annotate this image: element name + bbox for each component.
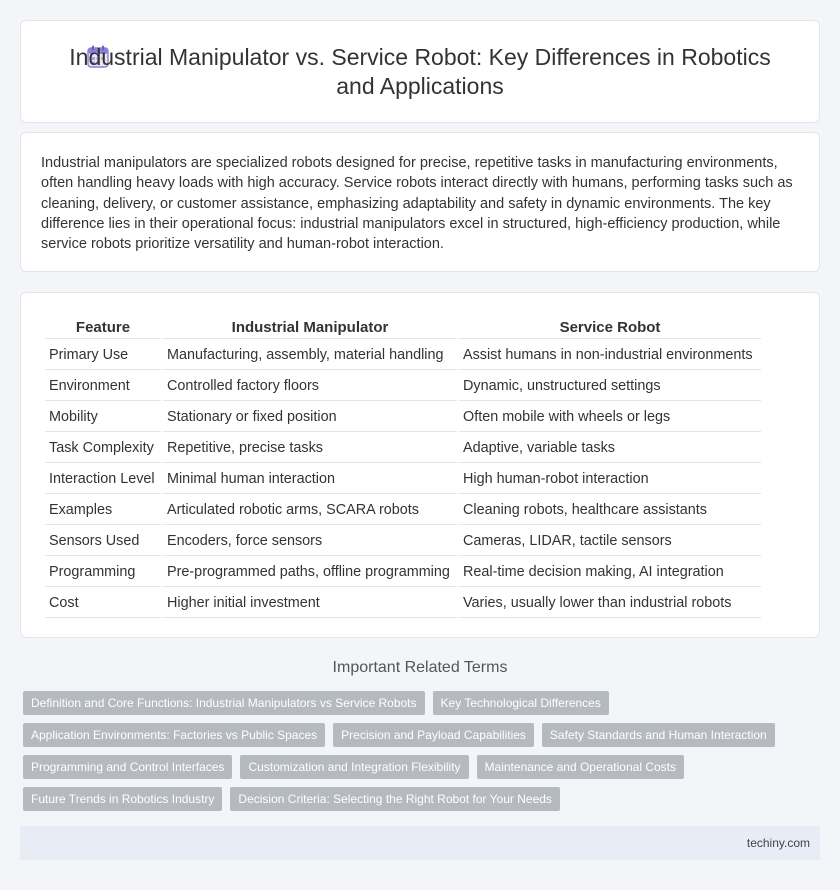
table-cell: Minimal human interaction (163, 465, 457, 494)
related-terms-list (23, 691, 803, 811)
table-cell: Sensors Used (45, 527, 161, 556)
table-cell: Pre-programmed paths, offline programming (163, 558, 457, 587)
table-cell: Assist humans in non-industrial environments (459, 341, 761, 370)
table-cell: Examples (45, 496, 161, 525)
related-term-tag[interactable]: Safety Standards and Human Interaction (542, 723, 775, 747)
related-term-tag[interactable]: Key Technological Differences (433, 691, 609, 715)
related-term-tag[interactable]: Precision and Payload Capabilities (333, 723, 534, 747)
column-header-service-robot: Service Robot (459, 317, 761, 339)
table-row (45, 341, 761, 370)
table-cell: Stationary or fixed position (163, 403, 457, 432)
table-row (45, 403, 761, 432)
table-cell: Controlled factory floors (163, 372, 457, 401)
table-cell: Dynamic, unstructured settings (459, 372, 761, 401)
table-cell: Varies, usually lower than industrial robots (459, 589, 761, 618)
table-cell: Manufacturing, assembly, material handling (163, 341, 457, 370)
page-title: Industrial Manipulator vs. Service Robot: Key Differences in Robotics and Applications (69, 44, 771, 99)
table-row (45, 434, 761, 463)
related-term-tag[interactable]: Customization and Integration Flexibility (240, 755, 468, 779)
table-cell: Real-time decision making, AI integration (459, 558, 761, 587)
column-header-industrial-manipulator: Industrial Manipulator (163, 317, 457, 339)
related-term-tag[interactable]: Programming and Control Interfaces (23, 755, 232, 779)
intro-card (20, 132, 820, 272)
related-term-tag[interactable]: Definition and Core Functions: Industrial Manipulators vs Service Robots (23, 691, 425, 715)
table-cell: Articulated robotic arms, SCARA robots (163, 496, 457, 525)
table-cell: Repetitive, precise tasks (163, 434, 457, 463)
table-cell: Mobility (45, 403, 161, 432)
table-cell: Task Complexity (45, 434, 161, 463)
related-term-tag[interactable]: Application Environments: Factories vs Public Spaces (23, 723, 325, 747)
comparison-table (43, 315, 763, 620)
table-header-row (45, 317, 761, 339)
table-cell: Primary Use (45, 341, 161, 370)
table-cell: Adaptive, variable tasks (459, 434, 761, 463)
intro-paragraph: Industrial manipulators are specialized robots designed for precise, repetitive tasks in manufacturing environments, often handling heavy loads with high accuracy. Service robots interact directly with humans, performing tasks such as cleaning, delivery, or customer assistance, emphasizing adaptability and safety in dynamic environments. The key difference lies in their operational focus: industrial manipulators excel in structured, high-efficiency production, while service robots prioritize versatility and human-robot interaction. (41, 155, 793, 253)
table-cell: Cost (45, 589, 161, 618)
table-row (45, 558, 761, 587)
table-row (45, 589, 761, 618)
related-term-tag[interactable]: Maintenance and Operational Costs (477, 755, 684, 779)
footer (20, 826, 820, 860)
related-term-tag[interactable]: Decision Criteria: Selecting the Right Robot for Your Needs (230, 787, 560, 811)
table-row (45, 465, 761, 494)
table-cell: Higher initial investment (163, 589, 457, 618)
related-terms-heading: Important Related Terms (332, 659, 508, 676)
table-cell: Cleaning robots, healthcare assistants (459, 496, 761, 525)
header-card (20, 20, 820, 123)
table-cell: Encoders, force sensors (163, 527, 457, 556)
related-term-tag[interactable]: Future Trends in Robotics Industry (23, 787, 222, 811)
table-cell: Interaction Level (45, 465, 161, 494)
table-cell: High human-robot interaction (459, 465, 761, 494)
table-row (45, 527, 761, 556)
table-cell: Cameras, LIDAR, tactile sensors (459, 527, 761, 556)
table-row (45, 496, 761, 525)
table-cell: Often mobile with wheels or legs (459, 403, 761, 432)
table-row (45, 372, 761, 401)
table-cell: Environment (45, 372, 161, 401)
comparison-table-card (20, 292, 820, 638)
table-cell: Programming (45, 558, 161, 587)
column-header-feature: Feature (45, 317, 161, 339)
footer-site-name[interactable]: techiny.com (746, 836, 810, 850)
